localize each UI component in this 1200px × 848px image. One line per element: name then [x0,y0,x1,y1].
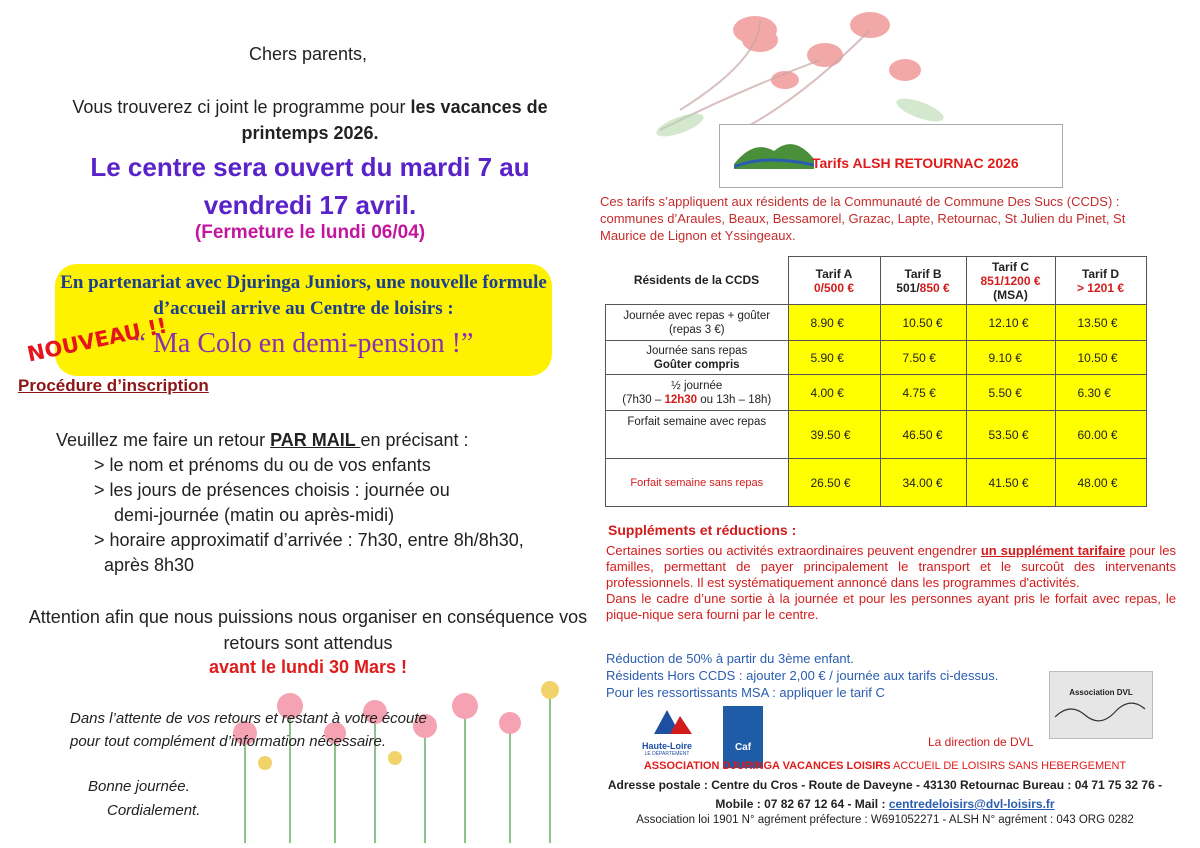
cell: 34.00 € [880,459,966,507]
intro-bold: les vacances de printemps 2026. [241,97,548,143]
intro-plain: Vous trouverez ci joint le programme pour [72,97,411,117]
flower-decoration-bottom [225,678,585,848]
reduction-text [606,650,1006,701]
col-tarif-b: Tarif B 501/850 € [880,257,966,305]
direction-text: La direction de DVL [928,735,1034,749]
cell: 7.50 € [880,341,966,375]
cell: 10.50 € [1055,341,1146,375]
row-label: Forfait semaine sans repas [606,459,789,507]
table-row [606,341,1147,375]
cell: 4.00 € [788,375,880,411]
reduction-line: Réduction de 50% à partir du 3ème enfant. [606,651,854,666]
haute-loire-icon [636,706,698,736]
supplements-title: Suppléments et réductions : [608,522,797,538]
bonne-journee: Bonne journée. [88,778,190,795]
association-type: ACCUEIL DE LOISIRS SANS HEBERGEMENT [890,760,1127,772]
supp-post: pour les familles, permettant de payer principalement le transport et le surcoût des intervenants professionnels. Il est systématiquement annoncé dans les programmes d'activités. [606,543,1177,590]
colo-name: “ Ma Colo en demi-pension !” [133,328,474,359]
haute-loire-logo: Haute-Loire LE DÉPARTEMENT [636,706,698,758]
tarifs-table [605,256,1147,507]
cell: 4.75 € [880,375,966,411]
partnership-text: En partenariat avec Djuringa Juniors, une nouvelle formule d’accueil arrive au Centre de loisirs : [60,272,547,319]
request-post: en précisant : [360,430,469,450]
cell: 6.30 € [1055,375,1146,411]
procedure-title: Procédure d’inscription [18,376,209,395]
tarif-title: Tarifs ALSH RETOURNAC 2026 [812,155,1019,171]
request-bold: PAR MAIL [270,430,361,450]
legal-line: Association loi 1901 N° agrément préfecture : W691052271 - ALSH N° agrément : 043 ORG 0282 [636,814,1134,826]
col-tarif-a: Tarif A 0/500 € [788,257,880,305]
table-row [606,305,1147,341]
cell: 12.10 € [966,305,1055,341]
table-row [606,411,1147,459]
association-name: ASSOCIATION DJURINGA VACANCES LOISIRS [643,760,891,772]
request-line [56,428,596,453]
cell: 13.50 € [1055,305,1146,341]
cell: 5.90 € [788,341,880,375]
email-link[interactable]: centredeloisirs@dvl-loisirs.fr [888,797,1055,811]
table-header-row [606,257,1147,305]
closing-note: (Fermeture le lundi 06/04) [194,222,426,243]
supp-pre: Certaines sorties ou activités extraordinaires peuvent engendrer [606,543,981,558]
instructions [56,428,596,578]
new-badge: NOUVEAU !! [25,313,170,367]
col-tarif-d: Tarif D > 1201 € [1055,257,1146,305]
intro-text [40,94,580,146]
supp-highlight: un supplément tarifaire [980,543,1126,558]
table-row [606,459,1147,507]
greeting: Chers parents, [248,44,368,64]
cell: 60.00 € [1055,411,1146,459]
association-line [605,760,1165,772]
caf-logo: Caf [723,706,763,768]
row-label: ½ journée (7h30 – 12h30 ou 13h – 18h) [606,375,789,411]
row-label: Journée avec repas + goûter (repas 3 €) [606,305,789,341]
waiting-text: Dans l’attente de vos retours et restant à votre écoute pour tout complément d’information nécessaire. [70,710,427,750]
cell: 48.00 € [1055,459,1146,507]
opening-dates: Le centre sera ouvert du mardi 7 au vendredi 17 avril. [90,152,530,220]
header-label: Résidents de la CCDS [606,257,789,305]
address [605,776,1165,814]
cell: 10.50 € [880,305,966,341]
col-tarif-c: Tarif C 851/1200 € (MSA) [966,257,1055,305]
cell: 46.50 € [880,411,966,459]
hors-ccds-line: Résidents Hors CCDS : ajouter 2,00 € / journée aux tarifs ci-dessus. Pour les ressortissants MSA : appliquer le tarif C [606,668,999,700]
bullet-time-cont: après 8h30 [104,555,195,575]
signature-stamp: Association DVL [1049,671,1153,739]
bullet-days-cont: demi-journée (matin ou après-midi) [114,505,395,525]
cell: 5.50 € [966,375,1055,411]
supp-text2: Dans le cadre d’une sortie à la journée et pour les personnes ayant pris le forfait avec repas, le pique-nique sera fourni par le centre. [606,591,1176,622]
cell: 53.50 € [966,411,1055,459]
ccds-note: Ces tarifs s’appliquent aux résidents de la Communauté de Commune Des Sucs (CCDS) : communes d’Araules, Beaux, Bessamorel, Grazac, Lapte, Retournac, St Julien du Pinet, St Maurice de Lignon et Yssingeaux. [600,194,1126,243]
bullet-names: > le nom et prénoms du ou de vos enfants [94,455,431,475]
cell: 26.50 € [788,459,880,507]
signature-icon [1050,697,1150,727]
row-label: Forfait semaine avec repas [606,411,789,459]
cordialement: Cordialement. [107,802,201,819]
bullet-days: > les jours de présences choisis : journée ou [94,480,450,500]
cell: 41.50 € [966,459,1055,507]
address-text: Adresse postale : Centre du Cros - Route de Daveyne - 43130 Retournac Bureau : 04 71 75 32 76 - Mobile : 07 82 67 12 64 - Mail : [607,778,1163,811]
bullet-time: > horaire approximatif d’arrivée : 7h30, entre 8h/8h30, [94,530,524,550]
ccds-logo [734,129,814,169]
deadline: avant le lundi 30 Mars ! [208,657,408,677]
request-pre: Veuillez me faire un retour [56,430,271,450]
cell: 39.50 € [788,411,880,459]
table-row [606,375,1147,411]
cell: 8.90 € [788,305,880,341]
supplements-text [606,543,1176,623]
attention-text: Attention afin que nous puissions nous organiser en conséquence vos retours sont attendus [28,607,588,653]
cell: 9.10 € [966,341,1055,375]
row-label: Journée sans repas Goûter compris [606,341,789,375]
